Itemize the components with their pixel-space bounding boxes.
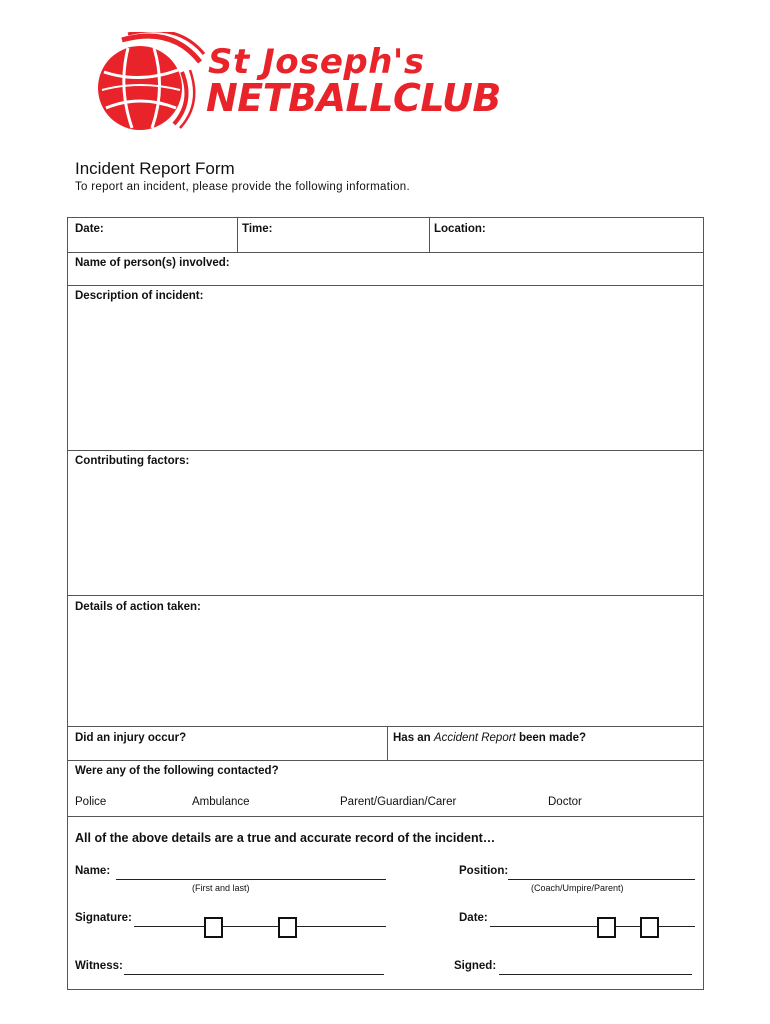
position-label: Position:: [459, 865, 509, 877]
declaration-statement: All of the above details are a true and accurate record of the incident…: [75, 831, 496, 845]
checkbox[interactable]: [640, 917, 659, 938]
contact-option-police: Police: [75, 796, 107, 808]
netball-logo-icon: [82, 32, 206, 136]
position-hint: (Coach/Umpire/Parent): [531, 883, 624, 893]
name-hint: (First and last): [192, 883, 250, 893]
position-field[interactable]: [508, 879, 695, 880]
checkbox[interactable]: [278, 917, 297, 938]
divider: [68, 726, 703, 727]
witness-label: Witness:: [75, 960, 123, 972]
contact-option-parent: Parent/Guardian/Carer: [340, 796, 457, 808]
divider: [429, 218, 430, 252]
description-label: Description of incident:: [75, 290, 204, 302]
date2-label: Date:: [459, 912, 488, 924]
divider: [68, 595, 703, 596]
contact-option-ambulance: Ambulance: [192, 796, 250, 808]
persons-involved-label: Name of person(s) involved:: [75, 257, 230, 269]
contact-option-doctor: Doctor: [548, 796, 582, 808]
accident-suffix: been made?: [515, 732, 587, 744]
accident-report-emphasis: Accident Report: [433, 732, 516, 744]
divider: [68, 252, 703, 253]
form-title: Incident Report Form: [75, 159, 235, 178]
divider: [68, 450, 703, 451]
club-name-line1: St Joseph's: [208, 42, 425, 82]
contributing-factors-label: Contributing factors:: [75, 455, 190, 467]
date2-field[interactable]: [490, 926, 695, 927]
divider: [68, 285, 703, 286]
date-label: Date:: [75, 223, 104, 235]
signature-label: Signature:: [75, 912, 132, 924]
location-label: Location:: [434, 223, 486, 235]
injury-question: Did an injury occur?: [75, 732, 187, 744]
name-label: Name:: [75, 865, 111, 877]
checkbox[interactable]: [204, 917, 223, 938]
divider: [387, 726, 388, 760]
name-field[interactable]: [116, 879, 386, 880]
signed-field[interactable]: [499, 974, 692, 975]
club-logo: [80, 32, 560, 136]
signed-label: Signed:: [454, 960, 497, 972]
time-label: Time:: [242, 223, 273, 235]
accident-report-question: [393, 732, 586, 744]
club-name-line2: NETBALLCLUB: [206, 76, 501, 120]
signature-field[interactable]: [134, 926, 386, 927]
form-intro: To report an incident, please provide the following information.: [75, 181, 410, 193]
accident-prefix: Has an: [393, 732, 434, 744]
checkbox[interactable]: [597, 917, 616, 938]
contacted-question: Were any of the following contacted?: [75, 765, 279, 777]
divider: [68, 760, 703, 761]
witness-field[interactable]: [124, 974, 384, 975]
action-taken-label: Details of action taken:: [75, 601, 201, 613]
divider: [68, 816, 703, 817]
incident-form: [67, 217, 704, 990]
divider: [237, 218, 238, 252]
